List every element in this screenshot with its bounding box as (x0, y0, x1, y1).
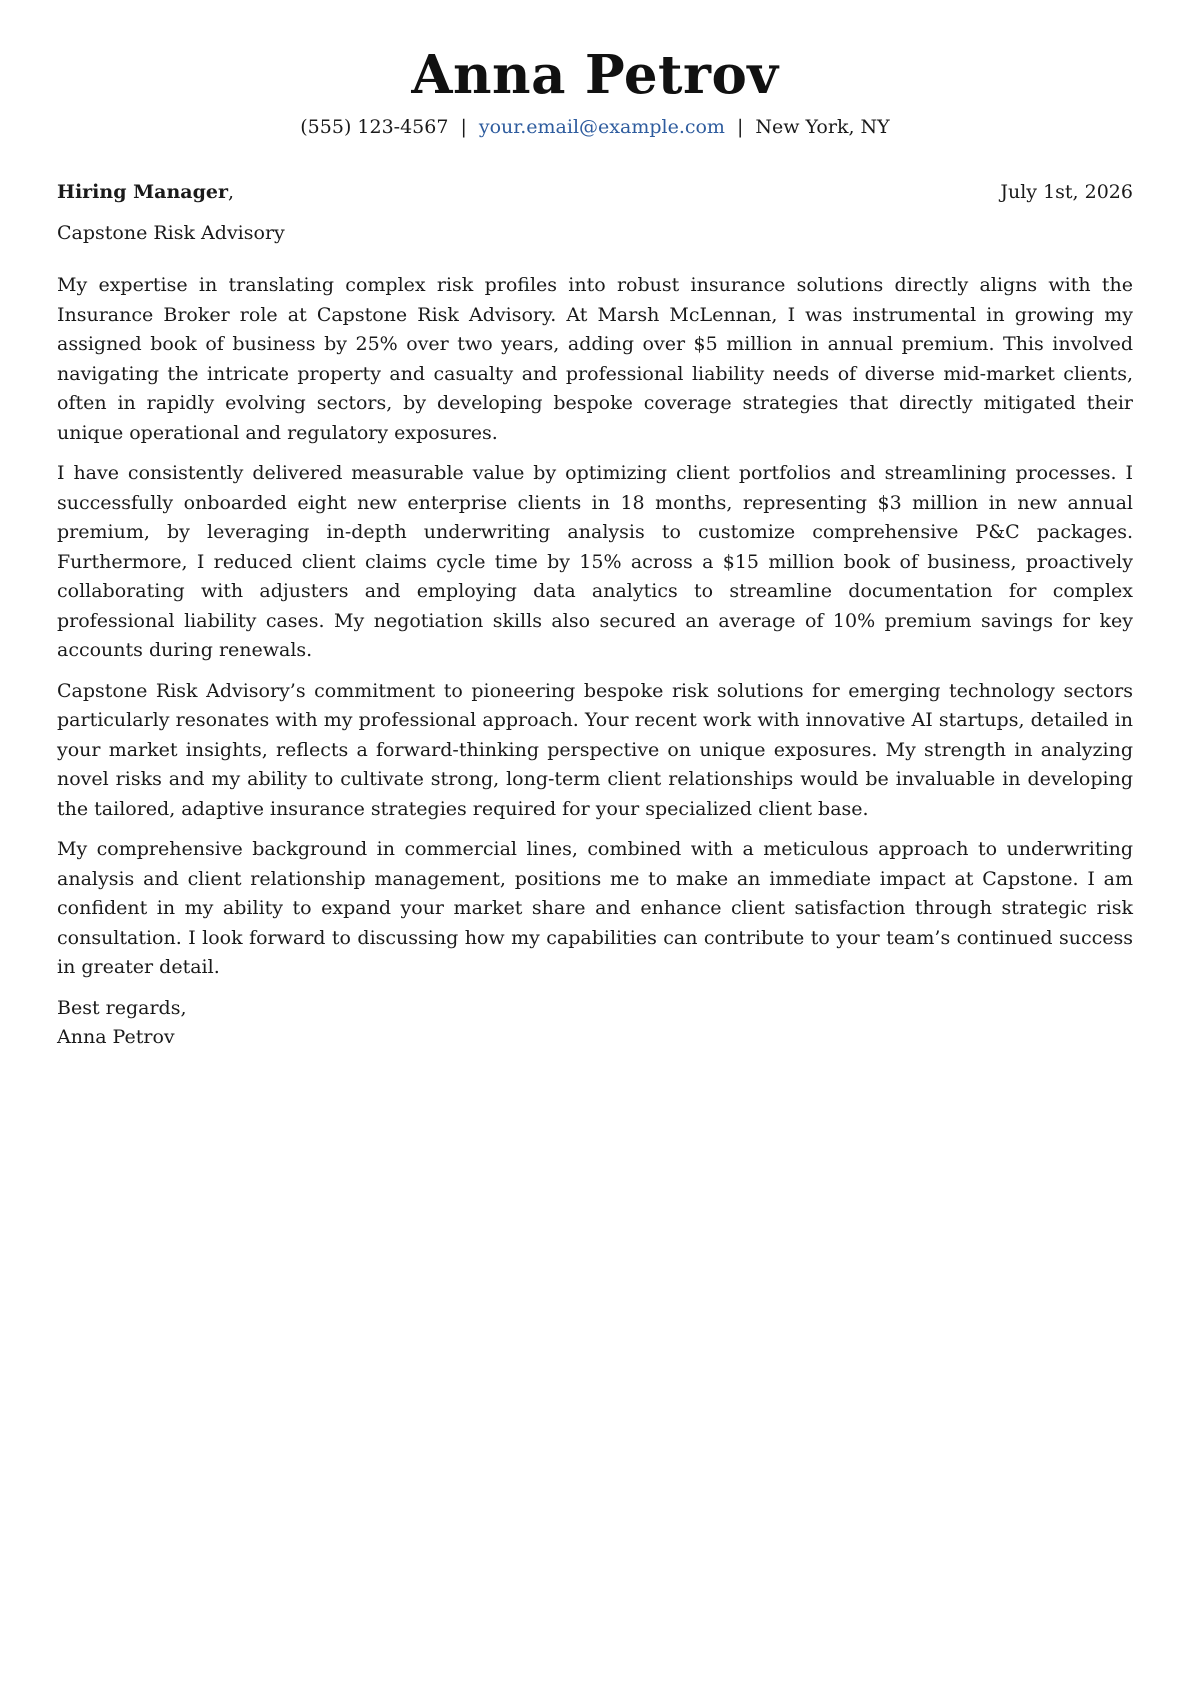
recipient-company: Capstone Risk Advisory (57, 222, 285, 244)
letter-body (57, 271, 1133, 983)
recipient-date-row (57, 177, 1133, 207)
contact-line (57, 112, 1133, 142)
closing-block (57, 994, 1133, 1053)
contact-separator: | (736, 116, 744, 138)
phone-number: (555) 123-4567 (300, 116, 449, 138)
recipient-name-suffix: , (227, 181, 235, 203)
letter-date: July 1st, 2026 (1000, 181, 1133, 203)
body-paragraph: Capstone Risk Advisory’s commitment to pioneering bespoke risk solutions for emerging technology sectors particularly resonates with my professional approach. Your recent work with innovative AI startups, detailed in your market insights, reflects a forward-thinking perspective on unique exposures. My strength in analyzing novel risks and my ability to cultivate strong, long-term client relationships would be invaluable in developing the tailored, adaptive insurance strategies required for your specialized client base. (57, 679, 1133, 820)
location: New York, NY (755, 116, 890, 138)
signature-name: Anna Petrov (57, 1026, 175, 1048)
contact-separator: | (460, 116, 467, 138)
body-paragraph: I have consistently delivered measurable value by optimizing client portfolios and streamlining processes. I successfully onboarded eight new enterprise clients in 18 months, representing $3 million in new annual premium, by leveraging in-depth underwriting analysis to customize comprehensive P&C packages. Furthermore, I reduced client claims cycle time by 15% across a $15 million book of business, proactively collaborating with adjusters and employing data analytics to streamline documentation for complex professional liability cases. My negotiation skills also secured an average of 10% premium savings for key accounts during renewals. (57, 462, 1133, 661)
applicant-name: Anna Petrov (411, 44, 779, 106)
closing-salutation: Best regards, (57, 996, 187, 1019)
recipient-line (57, 177, 234, 207)
body-paragraph: My expertise in translating complex risk profiles into robust insurance solutions directly aligns with the Insurance Broker role at Capstone Risk Advisory. At Marsh McLennan, I was instrumental in growing my assigned book of business by 25% over two years, adding over $5 million in annual premium. This involved navigating the intricate property and casualty and professional liability needs of diverse mid-market clients, often in rapidly evolving sectors, by developing bespoke coverage strategies that directly mitigated their unique operational and regulatory exposures. (57, 274, 1133, 444)
recipient-name: Hiring Manager (57, 181, 228, 203)
email-link[interactable]: your.email@example.com (478, 116, 725, 138)
body-paragraph: My comprehensive background in commercial lines, combined with a meticulous approach to underwriting analysis and client relationship management, positions me to make an immediate impact at Capstone. I am confident in my ability to expand your market share and enhance client satisfaction through strategic risk consultation. I look forward to discussing how my capabilities can contribute to your team’s continued success in greater detail. (57, 838, 1133, 978)
